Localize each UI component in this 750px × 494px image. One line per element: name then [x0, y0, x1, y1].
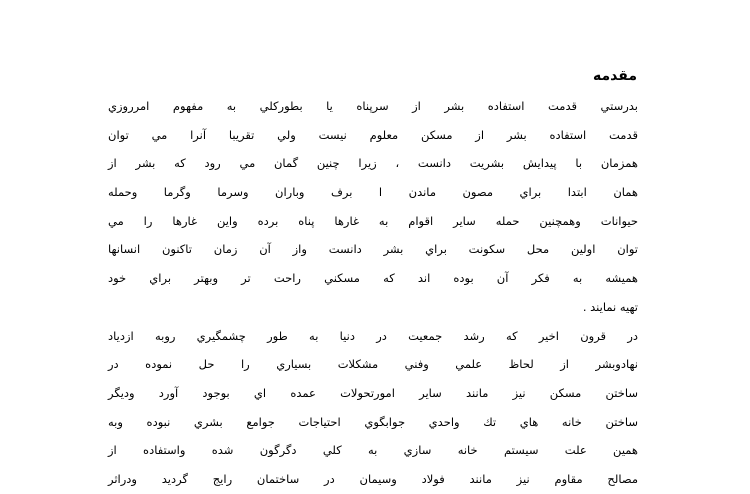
text-line: حيوانات وهمچنين حمله ساير اقوام به غارها پناه برده واين غارها را مي — [108, 213, 638, 228]
section-heading: مقدمه — [593, 68, 637, 84]
text-line: تهيه نمايند . — [582, 299, 638, 314]
paragraph-2 — [108, 322, 638, 494]
text-line: ساختن خانه هاي تك واحدي جوابگوي احتياجات جوامع بشري نبوده وبه — [108, 414, 638, 429]
text-line: همان ابتدا براي مصون ماندن ا برف وباران وسرما وگرما وحمله — [108, 185, 638, 200]
text-line: هميشه به فكر آن بوده اند كه مسكني راحت تر وبهتر براي خود — [108, 271, 638, 286]
text-line: نهادوبشر از لحاظ علمي وفني مشكلات بسياري را حل نموده در — [108, 357, 638, 372]
text-line: بدرستي قدمت استفاده بشر از سرپناه يا بطوركلي به مفهوم امرروزي — [108, 99, 638, 113]
text-line: قدمت استفاده بشر از مسكن معلوم نيست ولي تقريبا آنرا مي توان — [108, 127, 638, 142]
text-line: توان اولين محل سكونت براي بشر دانست واز آن زمان تاكنون انسانها — [108, 242, 638, 257]
text-line: همين علت سيستم خانه سازي به كلي دگرگون شده واستفاده از — [108, 443, 638, 458]
document-body — [108, 92, 638, 494]
text-line: همزمان با پيدايش بشريت دانست ، زيرا چنين گمان مي رود كه بشر از — [108, 156, 638, 171]
text-line: مصالح مقاوم نيز مانند فولاد وسيمان در ساختمان رايج گرديد ودراثر — [108, 471, 638, 486]
paragraph-1 — [108, 92, 638, 322]
text-line: ساختن مسكن نيز مانند ساير امورتحولات عمده اي بوجود آورد وديگر — [108, 385, 638, 400]
text-line: در قرون اخير كه رشد جمعيت در دنيا به طور چشمگيري روبه ازدياد — [108, 328, 638, 343]
